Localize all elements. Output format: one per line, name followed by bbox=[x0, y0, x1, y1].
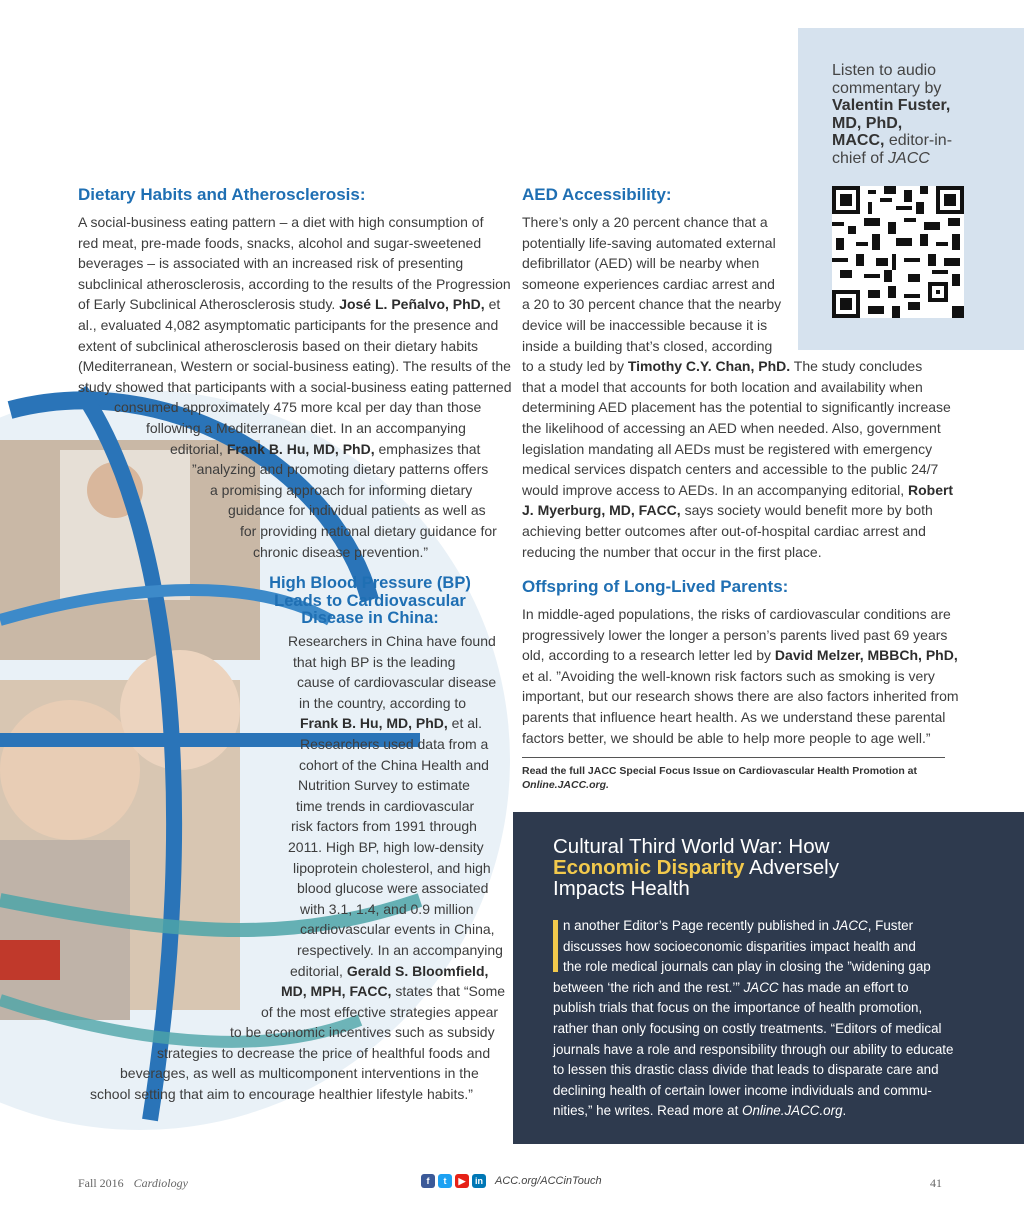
footer-issue: Fall 2016 Cardiology bbox=[78, 1176, 188, 1190]
facebook-icon[interactable]: f bbox=[421, 1174, 435, 1188]
read-full-issue-note: Read the full JACC Special Focus Issue on Cardiovascular Health Promotion at Online.JACC.org. bbox=[522, 765, 918, 791]
footer-url-link[interactable]: ACC.org/ACCinTouch bbox=[495, 1175, 602, 1187]
page-number: 41 bbox=[930, 1176, 942, 1190]
high-bp-body: Researchers in China have found that high BP is the leading cause of cardiovascular disease in the country, according to Frank B. Hu, MD, PhD, et al. Researchers used data from a cohort of the China Health and Nutrition Survey to estimate time trends in cardiovascular risk factors from 1991 through 2011. High BP, high low-density lipoprotein cholesterol, and high blood glucose were associated with 3.1, 1.4, and 0.9 million cardiovascular events in China, respectively. In an accompanying editorial, Gerald S. Bloomfield, MD, MPH, FACC, states that “Some of the most effective strategies appear to be economic incentives such as subsidy strategies to decrease the price of healthful foods and beverages, as well as multicomponent interventions in the school setting that aim to encourage healthier lifestyle habits.” bbox=[90, 633, 506, 1103]
linkedin-icon[interactable]: in bbox=[472, 1174, 486, 1188]
aed-accessibility-heading: AED Accessibility: bbox=[522, 185, 672, 204]
dietary-habits-section bbox=[78, 185, 512, 562]
dietary-habits-heading: Dietary Habits and Atherosclerosis: bbox=[78, 185, 366, 204]
footer-social bbox=[421, 1174, 602, 1188]
offspring-heading: Offspring of Long-Lived Parents: bbox=[522, 577, 789, 596]
aed-accessibility-section bbox=[522, 185, 962, 562]
twitter-icon[interactable]: t bbox=[438, 1174, 452, 1188]
aed-accessibility-body: There’s only a 20 percent chance that a potentially life-saving automated external defibrillator (AED) will be nearby when someone experiences cardiac arrest and a 20 to 30 percent chance that the nearby device will be inaccessible because it is inside a building that’s closed, according to a study led by Timothy C.Y. Chan, PhD. The study concludes that a model that accounts for both location and availability when determining AED placement has the potential to significantly increase the likelihood of accessing an AED when needed. Also, government legislation mandating all AEDs must be registered with emergency medical services dispatch centers and accessible to the public 24/7 would improve access to AEDs. In an accompanying editorial, Robert J. Myerburg, MD, FACC, says society would benefit more by both achieving better outcomes after out-of-hospital cardiac arrest and reducing the number that occur in the first place. bbox=[522, 214, 954, 560]
callout-title: Cultural Third World War: How Economic Disparity Adversely Impacts Health bbox=[553, 835, 839, 900]
audio-commentary-text: Listen to audio commentary by Valentin Fuster, MD, PhD, MACC, editor-in- chief of JACC bbox=[832, 62, 953, 167]
economic-disparity-callout bbox=[513, 812, 1024, 1144]
offspring-body: In middle-aged populations, the risks of cardiovascular conditions are progressively lower the longer a person’s parents lived past 69 years old, according to a research letter led by David Melzer, MBBCh, PhD, et al. ”Avoiding the well-known risk factors such as smoking is very important, but our research shows there are also factors inherited from parents that influence heart health. As we understand these parental factors better, we should be able to help more people to age well.” bbox=[522, 606, 959, 746]
high-bp-heading: High Blood Pressure (BP) Leads to Cardiovascular Disease in China: bbox=[269, 574, 471, 627]
dietary-habits-body: A social-business eating pattern – a diet with high consumption of red meat, pre-made foods, snacks, alcohol and sugar-sweetened beverages – is associated with an increased risk of presenting subclinical atherosclerosis, according to the results of the Progression of Early Subclinical Atherosclerosis study. José L. Peñalvo, PhD, et al., evaluated 4,082 asymptomatic participants for the presence and extent of subclinical atherosclerosis based on their dietary habits (Mediterranean, Western or social-business eating). The results of the study showed that participants with a social-business eating patterned consumed approximately 475 more kcal per day than those following a Mediterranean diet. In an accompanying editorial, Frank B. Hu, MD, PhD, emphasizes that ”analyzing and promoting dietary patterns offers a promising approach for informing dietary guidance for individual patients as well as for providing national dietary guidance for chronic disease prevention.” bbox=[78, 214, 512, 560]
youtube-icon[interactable]: ▶ bbox=[455, 1174, 469, 1188]
callout-body: n another Editor’s Page recently published in JACC, Fuster discusses how socioeconomic disparities impact health and the role medical journals can play in closing the ”widening gap between ‘the rich and the rest.’” JACC has made an effort to publish trials that focus on the importance of health promotion, rather than only focusing on costly treatments. “Editors of medical journals have a role and responsibility through our ability to educate to lessen this drastic class divide that leads to disparate care and declining health of certain lower income individuals and commu- nities,” he writes. Read more at Online.JACC.org. bbox=[553, 918, 954, 1119]
offspring-section bbox=[522, 577, 962, 748]
online-jacc-link[interactable]: Online.JACC.org. bbox=[522, 779, 609, 791]
section-divider bbox=[522, 757, 945, 758]
